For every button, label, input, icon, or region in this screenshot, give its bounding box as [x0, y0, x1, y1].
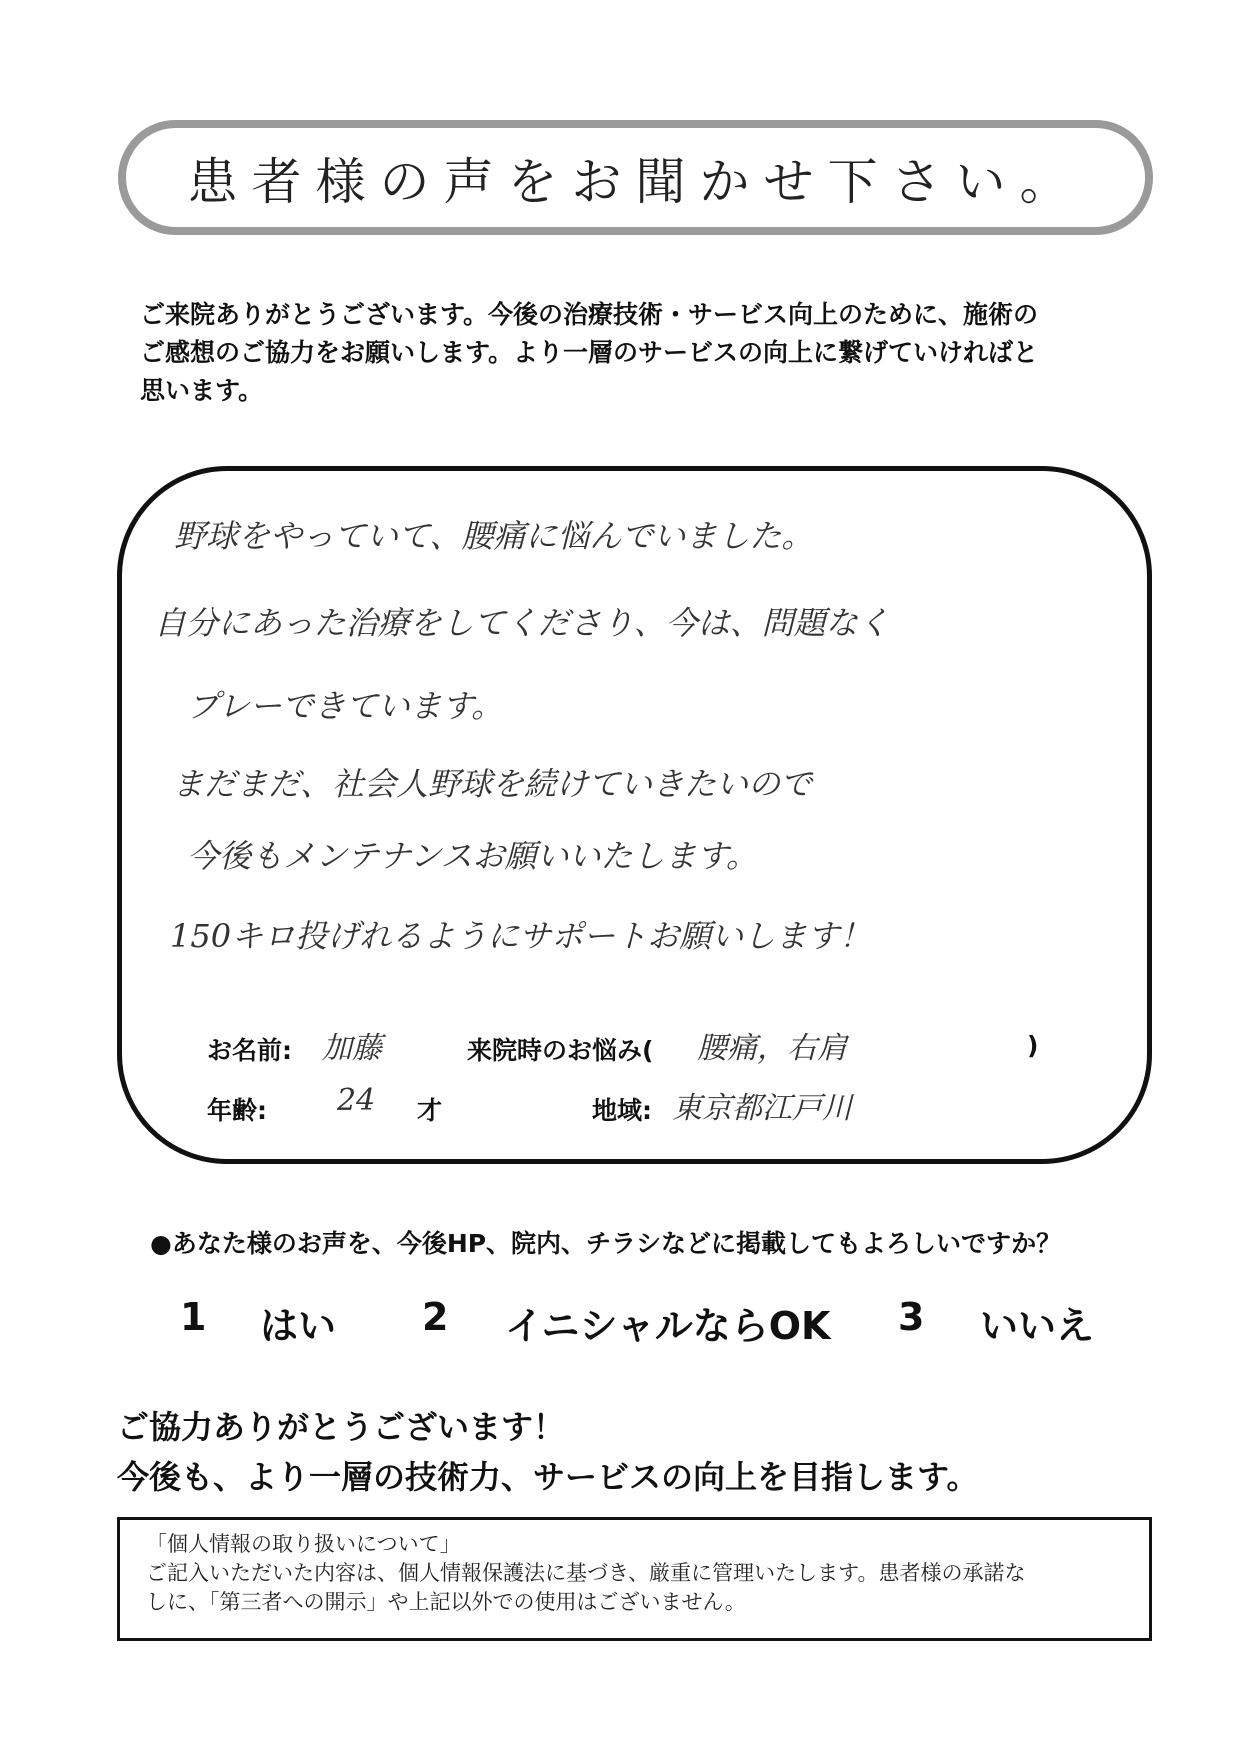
comment-line: 今後もメンテナンスお願いいたします。	[187, 837, 758, 875]
option-2-number: 2	[422, 1295, 449, 1339]
name-value: 加藤	[322, 1031, 382, 1066]
comment-box	[117, 466, 1152, 1164]
consent-question: ●あなた様のお声を、今後HP、院内、チラシなどに掲載してもよろしいですか？	[150, 1229, 1062, 1258]
comment-line: 野球をやっていて、腰痛に悩んでいました。	[174, 517, 814, 555]
thanks-line: 今後も、より一層の技術力、サービスの向上を目指します。	[117, 1458, 979, 1496]
age-label: 年齢:	[207, 1096, 267, 1125]
thanks-line: ご協力ありがとうございます！	[117, 1408, 566, 1446]
comment-line: プレーできています。	[187, 687, 504, 725]
concern-label: 来院時のお悩み(	[467, 1036, 654, 1065]
privacy-notice	[117, 1517, 1152, 1641]
privacy-line: しに、「第三者への開示」や上記以外での使用はございません。	[146, 1590, 746, 1614]
age-unit: 才	[417, 1096, 443, 1125]
intro-line: 思います。	[140, 376, 264, 405]
title-banner	[118, 120, 1153, 235]
area-label: 地域:	[592, 1096, 652, 1125]
page-title: 患者様の声をお聞かせ下さい。	[187, 152, 1084, 211]
option-1-label[interactable]: はい	[260, 1304, 337, 1348]
comment-line: 自分にあった治療をしてくださり、今は、問題なく	[154, 604, 890, 642]
intro-line: ご感想のご協力をお願いします。より一層のサービスの向上に繋げていければと	[140, 338, 1039, 367]
thanks-message	[117, 1402, 978, 1502]
comment-line: まだまだ、社会人野球を続けていきたいので	[172, 765, 813, 803]
privacy-line: ご記入いただいた内容は、個人情報保護法に基づき、厳重に管理いたします。患者様の承諾な	[146, 1561, 1026, 1585]
name-label: お名前:	[207, 1036, 292, 1065]
option-3-number: 3	[898, 1295, 925, 1339]
option-2-label[interactable]: イニシャルならOK	[505, 1304, 831, 1348]
intro-line: ご来院ありがとうございます。今後の治療技術・サービス向上のために、施術の	[140, 300, 1039, 329]
concern-value: 腰痛，右肩	[697, 1031, 847, 1066]
option-3-label[interactable]: いいえ	[980, 1304, 1095, 1348]
comment-line: 150キロ投げれるようにサポートお願いします！	[170, 917, 872, 955]
age-value: 24	[337, 1083, 376, 1118]
area-value: 東京都江戸川	[672, 1091, 852, 1126]
privacy-heading: 「個人情報の取り扱いについて」	[146, 1532, 461, 1556]
concern-close: )	[1027, 1031, 1039, 1060]
option-1-number: 1	[180, 1295, 207, 1339]
intro-text	[140, 296, 1130, 410]
